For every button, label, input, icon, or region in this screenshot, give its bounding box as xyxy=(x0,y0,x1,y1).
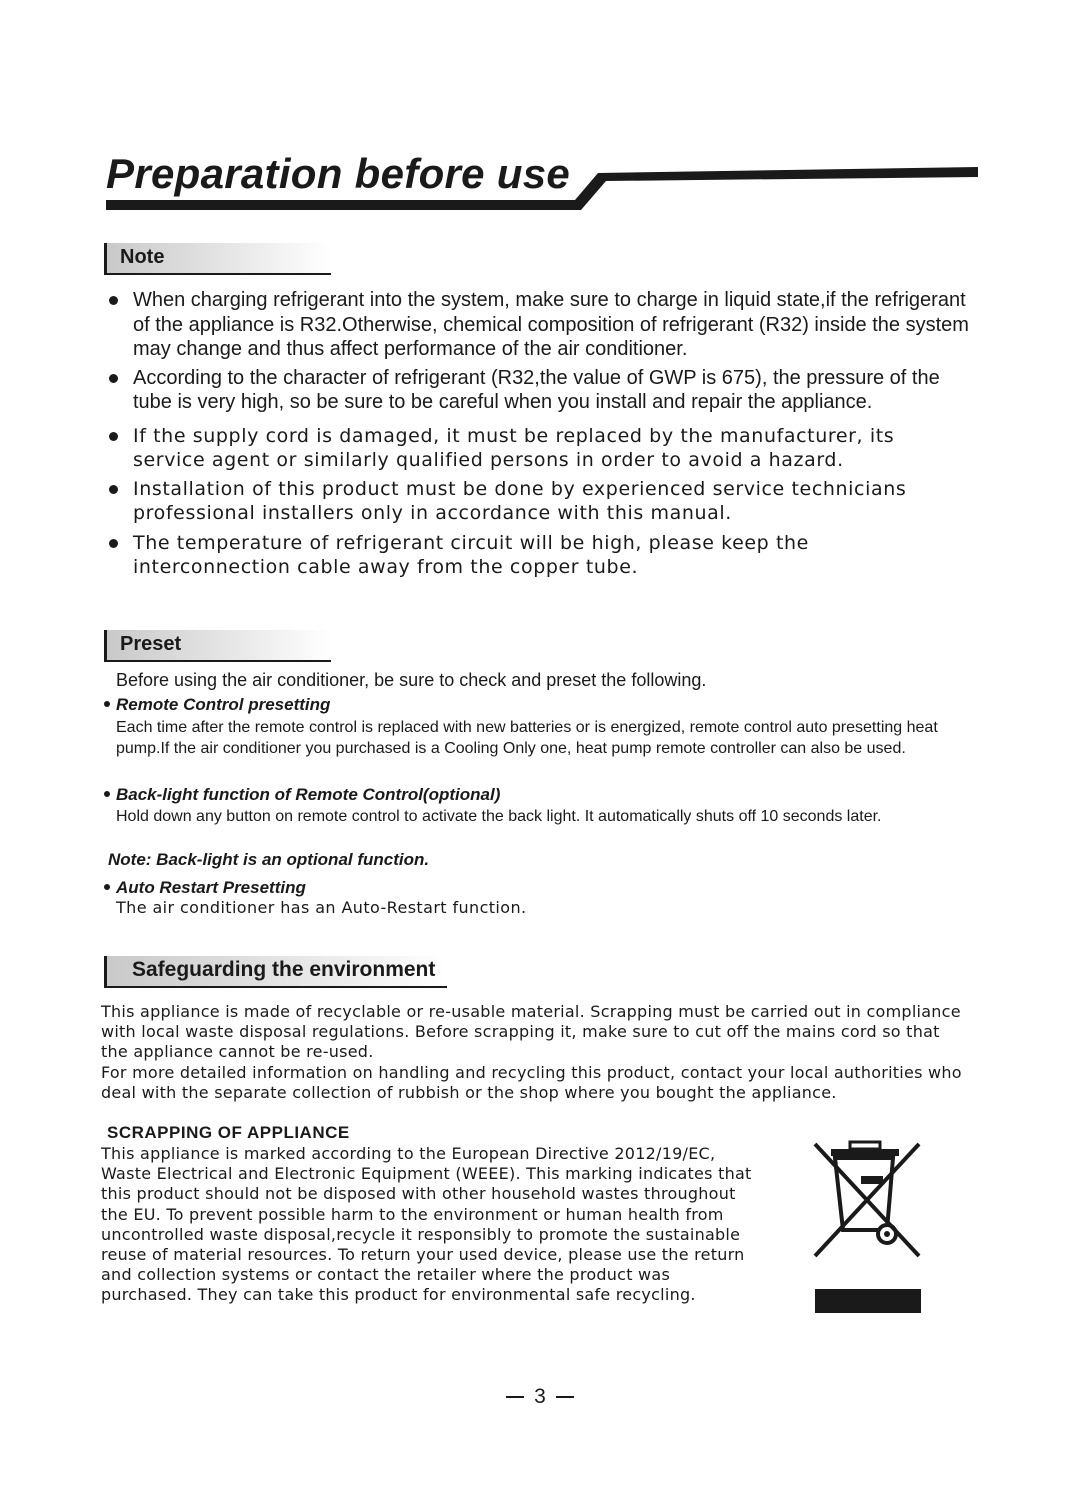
title-underline xyxy=(0,0,1083,230)
note-item-installation: Installation of this product must be done by experienced service technicians professional installers only in accordance with this manual. xyxy=(133,477,953,526)
page-number: 3 xyxy=(500,1385,580,1409)
scrapping-heading: SCRAPPING OF APPLIANCE xyxy=(107,1123,350,1142)
auto-restart-title: Auto Restart Presetting xyxy=(104,878,306,898)
bullet-icon xyxy=(109,485,118,494)
backlight-function-text: Hold down any button on remote control to activate the back light. It automatically shuts off 10 seconds later. xyxy=(116,808,882,825)
bullet-icon xyxy=(109,374,118,383)
bullet-icon xyxy=(109,432,118,441)
note-item-gwp: According to the character of refrigerant (R32,the value of GWP is 675), the pressure of the tube is very high, so be sure to be careful when you install and repair the appliance. xyxy=(133,366,963,415)
environment-paragraph-1: This appliance is made of recyclable or re-usable material. Scrapping must be carried out in compliance with local waste disposal regulations. Before scrapping it, make sure to cut off the mains cord so that the appliance cannot be re-used. xyxy=(101,1002,961,1062)
remote-control-presetting-title: Remote Control presetting xyxy=(104,695,330,715)
page-number-right-dash xyxy=(556,1396,574,1398)
note-heading-label: Note xyxy=(120,246,165,268)
bullet-icon xyxy=(104,701,110,707)
scrapping-text: This appliance is marked according to the European Directive 2012/19/EC, Waste Electrical and Electronic Equipment (WEEE). This marking indicates that this product should not be disposed with other household wastes throughout the EU. To prevent possible harm to the environment or human health from uncontrolled waste disposal,recycle it responsibly to promote the sustainable reuse of material resources. To return your used device, please use the return and collection systems or contact the retailer where the product was purchased. They can take this product for environmental safe recycling. xyxy=(101,1144,752,1305)
weee-crossed-bin-icon xyxy=(805,1132,930,1322)
note-item-supply-cord: If the supply cord is damaged, it must be replaced by the manufacturer, its service agent or similarly qualified persons in order to avoid a hazard. xyxy=(133,424,933,473)
backlight-note: Note: Back-light is an optional function. xyxy=(108,850,430,869)
bullet-icon xyxy=(104,884,110,890)
note-section-heading xyxy=(104,243,331,275)
environment-heading-label: Safeguarding the environment xyxy=(132,958,436,981)
page-number-left-dash xyxy=(506,1396,524,1398)
remote-control-presetting-text: Each time after the remote control is replaced with new batteries or is energized, remote control auto presetting heat pump.If the air conditioner you purchased is a Cooling Only one, heat pump remote controller can also be used. xyxy=(116,719,938,757)
environment-section-heading xyxy=(104,956,447,988)
page-title: Preparation before use xyxy=(106,150,571,197)
preset-intro: Before using the air conditioner, be sure to check and preset the following. xyxy=(116,670,707,690)
note-item-temperature: The temperature of refrigerant circuit will be high, please keep the interconnection cable away from the copper tube. xyxy=(133,531,853,580)
auto-restart-text: The air conditioner has an Auto-Restart function. xyxy=(116,898,527,917)
preset-heading-label: Preset xyxy=(120,633,182,655)
bullet-icon xyxy=(109,539,118,548)
bullet-icon xyxy=(104,791,110,797)
environment-paragraph-2: For more detailed information on handling and recycling this product, contact your local authorities who deal with the separate collection of rubbish or the shop where you bought the appliance. xyxy=(101,1063,962,1103)
backlight-function-title: Back-light function of Remote Control(optional) xyxy=(104,785,500,805)
note-list xyxy=(133,288,993,580)
bullet-icon xyxy=(109,296,118,305)
note-item-charging: When charging refrigerant into the system, make sure to charge in liquid state,if the refrigerant of the appliance is R32.Otherwise, chemical composition of refrigerant (R32) inside the system may change and thus affect performance of the air conditioner. xyxy=(133,288,983,362)
preset-section-heading xyxy=(104,630,331,662)
